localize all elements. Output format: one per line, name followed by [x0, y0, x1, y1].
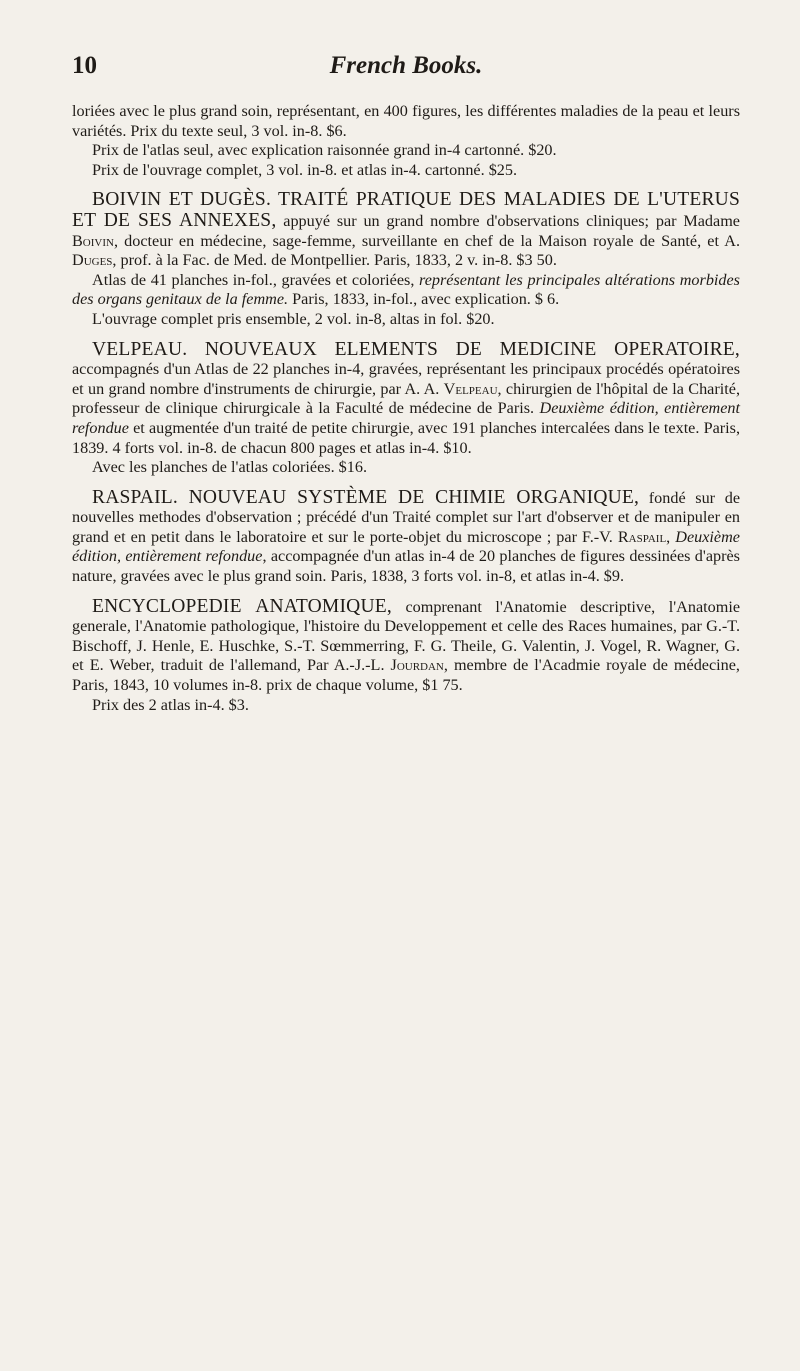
entry-paragraph	[72, 271, 740, 310]
entry-boivin	[72, 190, 740, 329]
entry-text: , prof. à la Fac. de Med. de Montpellier. Paris, 1833, 2 v. in-8. $3 50.	[112, 251, 557, 270]
entry-paragraph: Avec les planches de l'atlas coloriées. $16.	[92, 458, 368, 477]
author-name: Duges	[72, 251, 113, 270]
entry-text: accompagnés d'un Atlas de 22 planches in-4, gravées, représentant les principaux procédés opératoires et un grand nombre d'instruments de chirurgie, par A. A.	[72, 360, 740, 398]
entry-paragraph	[72, 190, 740, 270]
entry-continuation	[72, 102, 740, 180]
author-name: Jourdan	[390, 656, 444, 675]
entry-paragraph: Prix des 2 atlas in-4. $3.	[92, 695, 249, 714]
entry-italic-text: représentant les principales altérations morbides des organs genitaux de la femme.	[72, 270, 740, 309]
entry-paragraph	[72, 340, 740, 459]
entry-raspail	[72, 488, 740, 587]
author-name: Raspail	[617, 527, 667, 546]
entry-text: , docteur en médecine, sage-femme, surveillante en chef de la Maison royale de Santé, et A.	[113, 231, 740, 250]
entry-text: comprenant l'Anatomie descriptive, l'Anatomie generale, l'Anatomie pathologique, l'histoire du Developpement et celle des Races humaines, par G.-T. Bischoff, J. Henle, E. Huschke, S.-T. Sœmmerring, F. G. Theile, G. Valentin, J. Vogel, R. Wagner, G. et E. Weber, traduit de l'allemand, Par A.-J.-L.	[72, 597, 741, 675]
running-title: French Books.	[329, 52, 483, 79]
entry-paragraph: loriées avec le plus grand soin, représentant, en 400 figures, les différentes maladies de la peau et leurs variétés. Prix du texte seul, 3 vol. in-8. $6.	[72, 102, 740, 140]
entry-text: , chirurgien de l'hôpital de la Charité, professeur de clinique chirurgicale à la Faculté de médecine de Paris.	[72, 379, 740, 418]
author-name: Boivin	[72, 231, 114, 250]
entry-encyclopedie	[72, 597, 740, 716]
entry-italic-text: Deuxième édition, entièrement refondue	[72, 399, 740, 437]
entry-heading: ENCYCLOPEDIE ANATOMIQUE,	[92, 595, 392, 617]
entry-text: appuyé sur un grand nombre d'observations cliniques; par Madame	[276, 211, 740, 230]
entry-text: , membre de l'Acadmie royale de médecine, Paris, 1843, 10 volumes in-8. prix de chaque volume, $1 75.	[72, 656, 740, 695]
entry-text: , accompagnée d'un atlas in-4 de 20 planches de figures dessinées d'après nature, gravées avec le plus grand soin. Paris, 1838, 3 forts vol. in-8, et atlas in-4. $9.	[72, 547, 740, 586]
entry-text: fondé sur de nouvelles methodes d'observation ; précédé d'un Traité complet sur l'art d'observer et de manipuler en grand et en petit dans le laboratoire et sur le porte-objet du microscope ; par F.-V.	[72, 488, 741, 546]
entry-heading: BOIVIN ET DUGÈS. TRAITÉ PRATIQUE DES MALADIES DE L'UTERUS ET DE SES ANNEXES,	[72, 189, 740, 231]
entry-paragraph	[72, 488, 740, 587]
entry-text: et augmentée d'un traité de petite chirurgie, avec 191 planches intercalées dans le texte. Paris, 1839. 4 forts vol. in-8. de chacun 800 pages et atlas in-4. $10.	[72, 418, 740, 457]
page-header	[72, 52, 740, 92]
entry-heading: RASPAIL. NOUVEAU SYSTÈME DE CHIMIE ORGANIQUE,	[92, 486, 640, 508]
page-number: 10	[72, 52, 97, 79]
entry-text: Paris, 1833, in-fol., avec explication. $ 6.	[288, 290, 560, 309]
author-name: Velpeau	[443, 379, 498, 398]
entry-paragraph: L'ouvrage complet pris ensemble, 2 vol. in-8, altas in fol. $20.	[92, 309, 495, 328]
entry-velpeau	[72, 340, 740, 478]
entry-paragraph: Prix de l'ouvrage complet, 3 vol. in-8. et atlas in-4. cartonné. $25.	[92, 160, 518, 179]
entry-paragraph: Prix de l'atlas seul, avec explication raisonnée grand in-4 cartonné. $20.	[92, 141, 557, 160]
entry-paragraph	[72, 597, 740, 696]
entry-text: Atlas de 41 planches in-fol., gravées et coloriées,	[92, 270, 419, 289]
entry-text: ,	[666, 527, 676, 546]
entry-italic-text: Deuxième édition, entièrement refondue	[72, 527, 740, 566]
entry-heading: VELPEAU. NOUVEAUX ELEMENTS DE MEDICINE OPERATOIRE,	[92, 338, 740, 360]
